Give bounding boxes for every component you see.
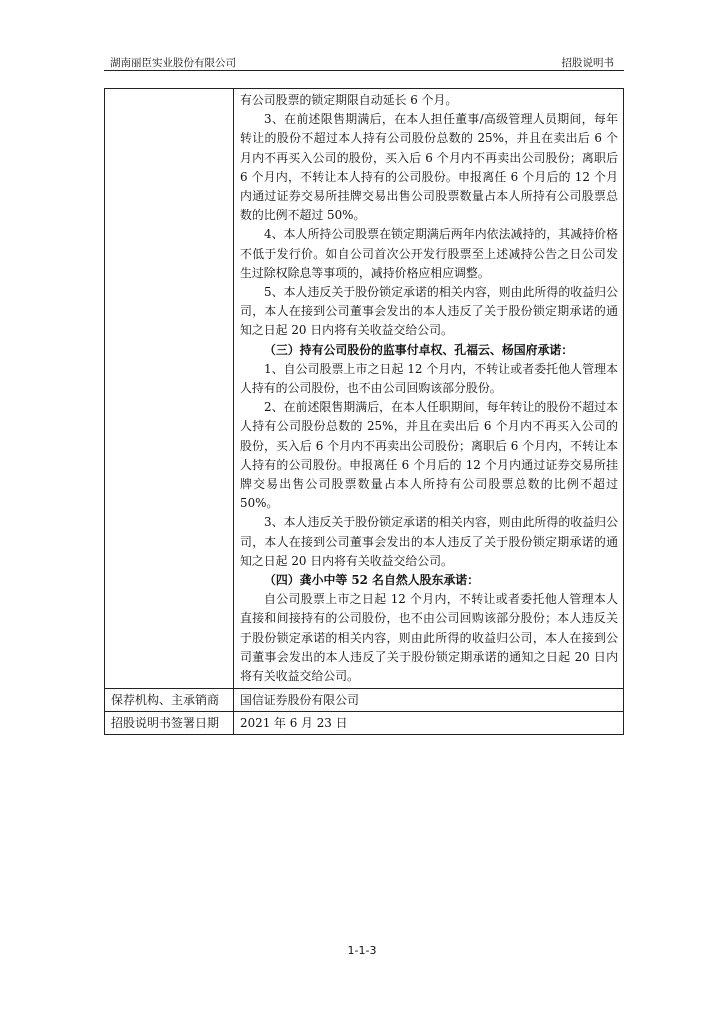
signing-date-label: 招股说明书签署日期 [105,712,234,734]
company-name: 湖南丽臣实业股份有限公司 [110,57,236,69]
commitments-label-cell [105,89,234,688]
commitments-row [105,89,623,688]
document-type: 招股说明书 [561,57,614,69]
commitment-paragraph: 5、本人违反关于股份锁定承诺的相关内容，则由此所得的收益归公司，本人在接到公司董事会发出的本人违反了关于股份锁定期承诺的通知之日起 20 日内将有关收益交给公司。 [240,285,618,338]
commitment-paragraph: 3、本人违反关于股份锁定承诺的相关内容，则由此所得的收益归公司，本人在接到公司董事会发出的本人违反了关于股份锁定期承诺的通知之日起 20 日内将有关收益交给公司。 [240,515,618,568]
commitment-paragraph: 4、本人所持公司股票在锁定期满后两年内依法减持的，其减持价格不低于发行价。如自公司首次公开发行股票至上述减持公告之日公司发生过除权除息等事项的，减持价格应相应调整。 [240,227,618,280]
signing-date-row [105,711,623,734]
commitment-paragraph: 1、自公司股票上市之日起 12 个月内，不转让或者委托他人管理本人持有的公司股份，也不由公司回购该部分股份。 [240,361,618,396]
commitment-paragraph: 2、在前述限售期满后，在本人任职期间，每年转让的股份不超过本人持有公司股份总数的 25%，并且在卖出后 6 个月内不再买入公司的股份，买入后 6 个月内不再卖出公司股份；离职后 6 个月内，不转让本人持有的公司股份。申报离任 6 个月后的 12 个月内通过证券交易所挂牌交易出售公司股票数量占本人所持有公司股票总数的比例不超过 50%。 [240,400,618,511]
sponsor-value: 国信证券股份有限公司 [240,693,359,708]
commitment-paragraph: 自公司股票上市之日起 12 个月内，不转让或者委托他人管理本人直接和间接持有的公司股份，也不由公司回购该部分股份；本人违反关于股份锁定承诺的相关内容，则由此所得的收益归公司，本人在接到公司董事会发出的本人违反了关于股份锁定期承诺的通知之日起 20 日内将有关收益交给公司。 [240,592,618,684]
signing-date-value: 2021 年 6 月 23 日 [240,716,348,731]
page-number: 1-1-3 [347,944,377,957]
sponsor-label: 保荐机构、主承销商 [105,689,234,711]
commitment-paragraph: 3、在前述限售期满后，在本人担任董事/高级管理人员期间，每年转让的股份不超过本人持有公司股份总数的 25%，并且在卖出后 6 个月内不再买入公司的股份，买入后 6 个月内不再卖出公司股份；离职后 6 个月内，不转让本人持有的公司股份。申报离任 6 个月后的 12 个月内通过证券交易所挂牌交易出售公司股票数量占本人所持有公司股票总数的比例不超过 50%。 [240,112,618,223]
sponsor-row [105,688,623,711]
commitments-content-cell [234,89,623,688]
section-heading-supervisors: （三）持有公司股份的监事付卓权、孔福云、杨国府承诺： [264,342,574,357]
commitment-paragraph: 有公司股票的锁定期限自动延长 6 个月。 [240,93,458,107]
page-header [104,52,624,71]
info-table [104,88,624,735]
section-heading-natural-persons: （四）龚小中等 52 名自然人股东承诺： [264,573,480,588]
